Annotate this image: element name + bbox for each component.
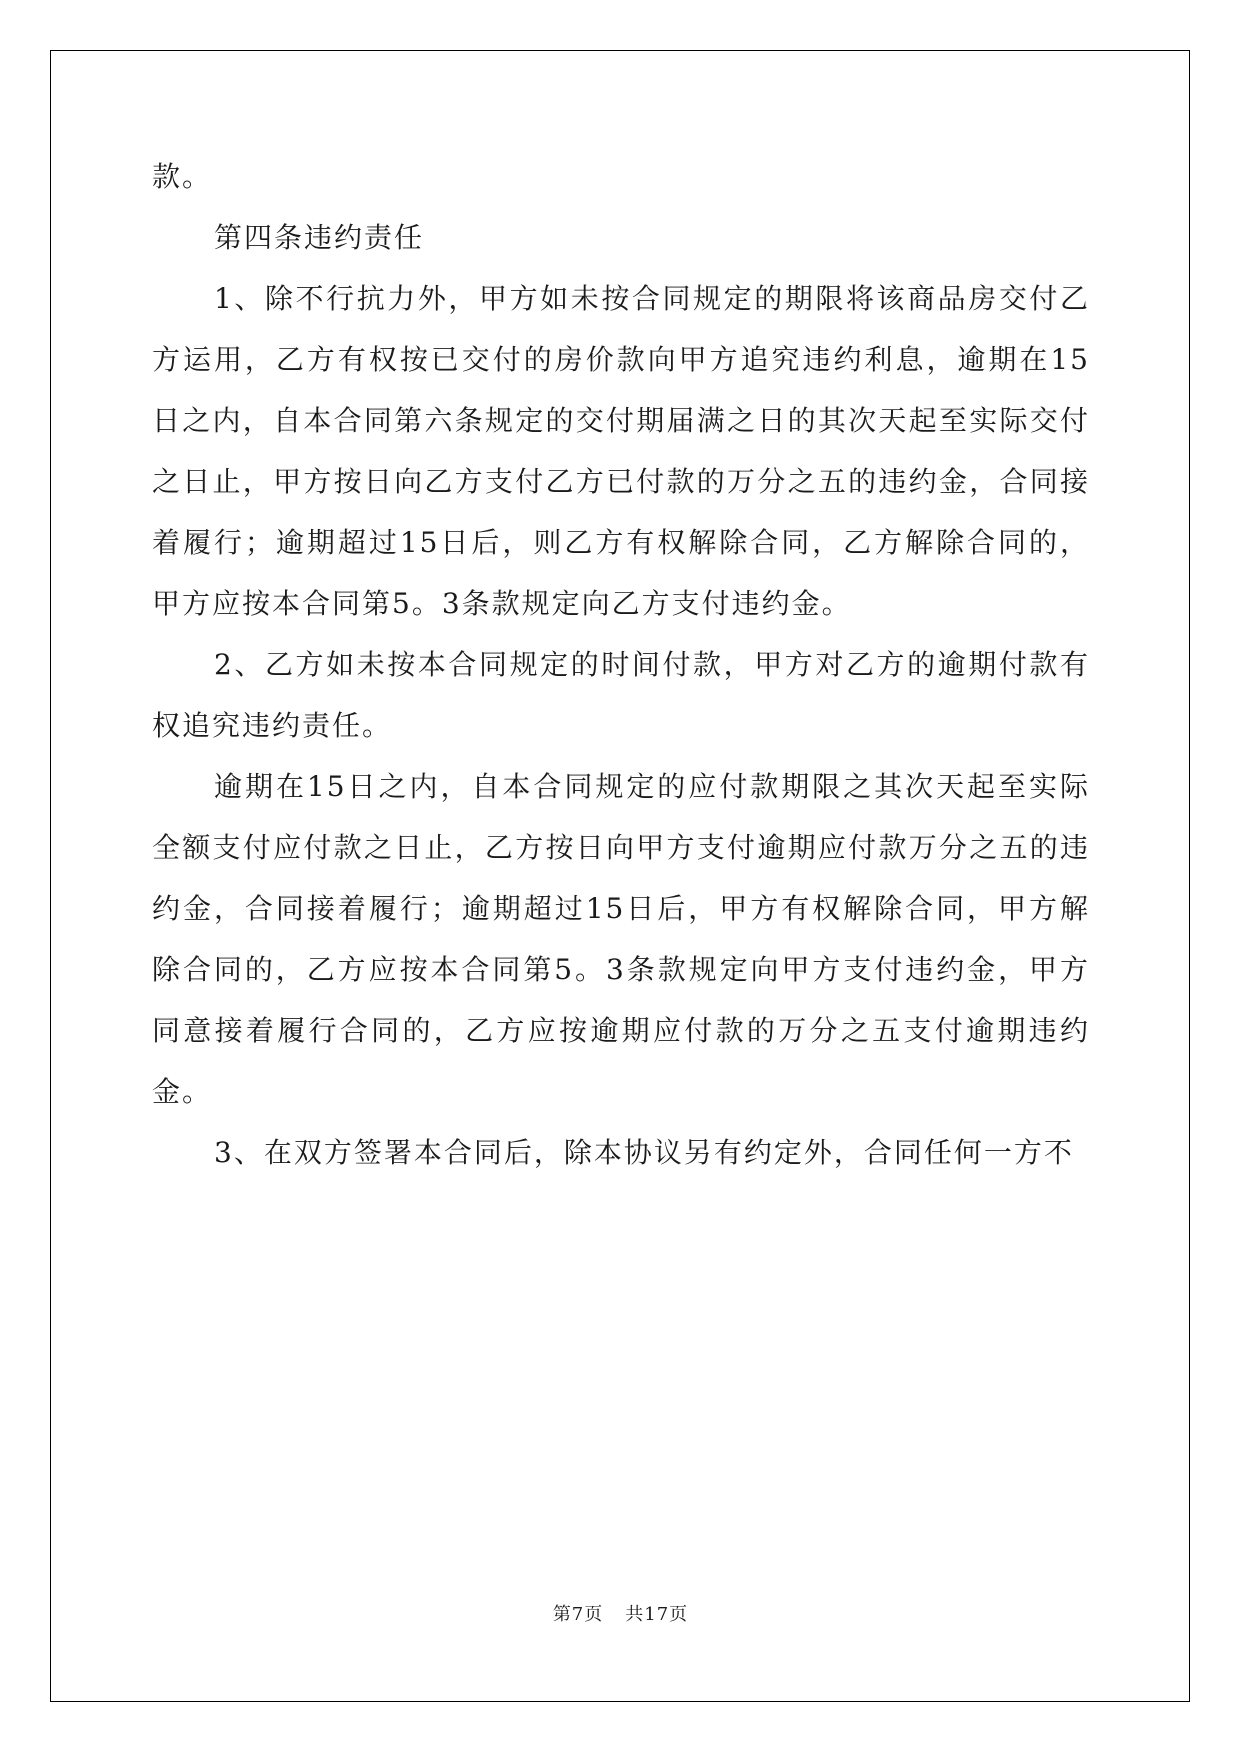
page-number: 第7页 bbox=[552, 1604, 604, 1625]
page-total: 共17页 bbox=[625, 1604, 689, 1625]
paragraph-continuation: 款。 bbox=[152, 160, 213, 193]
page-footer bbox=[0, 1600, 1241, 1626]
paragraph-clause-2: 2、乙方如未按本合同规定的时间付款，甲方对乙方的逾期付款有权追究违约责任。 bbox=[152, 648, 1090, 742]
document-body bbox=[152, 160, 1090, 1183]
section-heading: 第四条违约责任 bbox=[214, 221, 425, 254]
paragraph-clause-3: 3、在双方签署本合同后，除本协议另有约定外，合同任何一方不 bbox=[214, 1136, 1074, 1169]
paragraph-overdue-terms: 逾期在15日之内，自本合同规定的应付款期限之其次天起至实际全额支付应付款之日止，乙方按日向甲方支付逾期应付款万分之五的违约金，合同接着履行；逾期超过15日后，甲方有权解除合同，甲方解除合同的，乙方应按本合同第5。3条款规定向甲方支付违约金，甲方同意接着履行合同的，乙方应按逾期应付款的万分之五支付逾期违约金。 bbox=[152, 770, 1090, 1108]
paragraph-clause-1: 1、除不行抗力外，甲方如未按合同规定的期限将该商品房交付乙方运用，乙方有权按已交付的房价款向甲方追究违约利息，逾期在15日之内，自本合同第六条规定的交付期届满之日的其次天起至实际交付之日止，甲方按日向乙方支付乙方已付款的万分之五的违约金，合同接着履行；逾期超过15日后，则乙方有权解除合同，乙方解除合同的，甲方应按本合同第5。3条款规定向乙方支付违约金。 bbox=[152, 282, 1090, 620]
